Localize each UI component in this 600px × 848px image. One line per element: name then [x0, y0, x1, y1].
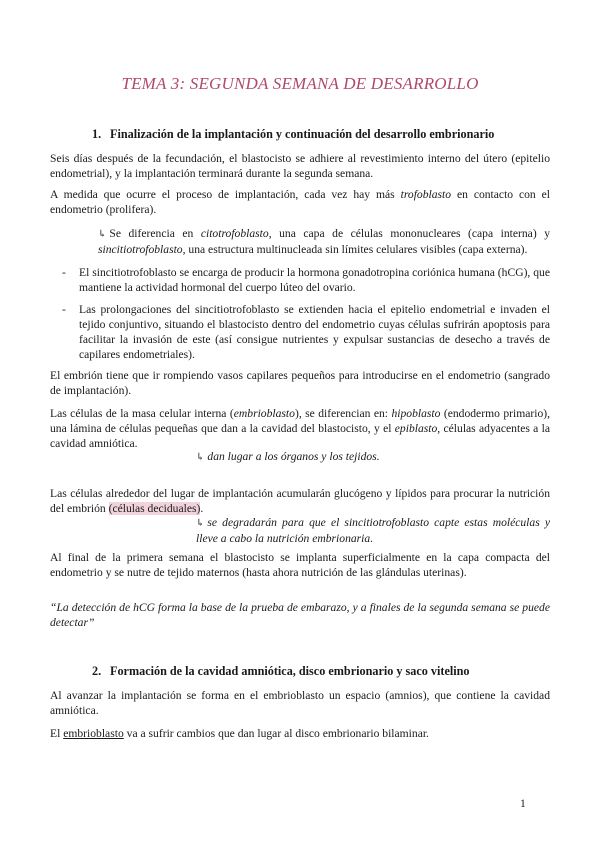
paragraph-trofoblasto: [50, 187, 550, 217]
note-degradacion: [196, 515, 550, 546]
paragraph-capilares: El embrión tiene que ir rompiendo vasos capilares pequeños para introducirse en el endometrio (sangrado de implantación).: [50, 369, 550, 397]
text-run: Se diferencia en: [109, 227, 201, 240]
text-run: , una estructura multinucleada sin límites celulares visibles (capa externa).: [182, 243, 528, 256]
paragraph-fecundacion: Seis días después de la fecundación, el blastocisto se adhiere al revestimiento interno del útero (epitelio endometrial), y la implantación terminará durante la segunda semana.: [50, 152, 550, 180]
term-trofoblasto: trofoblasto: [400, 188, 452, 201]
section-2-number: 2.: [92, 664, 102, 678]
paragraph-primera-semana: Al final de la primera semana el blastocisto se implanta superficialmente en la capa compacta del endometrio y se nutre de tejido maternos (hasta ahora nutrición de las glándulas uterinas).: [50, 551, 550, 579]
text-run: .: [200, 502, 204, 515]
text-run: en contacto con el endometrio (prolifera).: [50, 188, 550, 216]
text-run: A medida que ocurre el proceso de implantación, cada vez hay más: [50, 188, 401, 201]
list-item-text: El sincitiotrofoblasto se encarga de producir la hormona gonadotropina coriónica humana (hCG), que mantiene la actividad hormonal del cuerpo lúteo del ovario.: [79, 266, 550, 294]
text-run: Las células alrededor del lugar de implantación acumularán glucógeno y lípidos para procurar la nutrición del embrión: [50, 487, 550, 515]
text-run: Las células de la masa celular interna (: [50, 407, 234, 420]
paragraph-deciduales: [50, 486, 550, 516]
arrow-icon: ↳: [196, 518, 205, 529]
dash-bullet: -: [62, 266, 66, 279]
paragraph-amnios: Al avanzar la implantación se forma en el embrioblasto un espacio (amnios), que contiene la cavidad amniótica.: [50, 689, 550, 717]
section-1-heading: [92, 127, 494, 142]
highlight-celulas-deciduales: (células deciduales): [108, 502, 201, 515]
dash-bullet: -: [62, 303, 66, 316]
text-run: va a sufrir cambios que dan lugar al disco embrionario bilaminar.: [123, 727, 429, 740]
list-item-hcg: [62, 265, 550, 295]
paragraph-diferenciacion: [98, 226, 550, 257]
paragraph-disco-bilaminar: [50, 726, 550, 741]
text-run: , células adyacentes a la cavidad amniótica.: [50, 422, 550, 450]
section-2-title: Formación de la cavidad amniótica, disco embrionario y saco vitelino: [110, 664, 470, 678]
list-item-prolongaciones: [62, 302, 550, 362]
note-organos: [196, 449, 380, 465]
term-epiblasto: epiblasto: [394, 422, 438, 435]
underlined-embrioblasto: embrioblasto: [63, 727, 124, 740]
term-hipoblasto: hipoblasto: [391, 407, 441, 420]
section-1-title: Finalización de la implantación y continuación del desarrollo embrionario: [110, 127, 495, 141]
arrow-icon: ↳: [196, 452, 205, 463]
text-run: El: [50, 727, 64, 740]
note-text: se degradarán para que el sincitiotrofoblasto capte estas moléculas y lleve a cabo la nutrición embrionaria.: [196, 516, 550, 545]
text-run: , una capa de células mononucleares (capa interna) y: [268, 227, 551, 240]
page-number: 1: [520, 797, 526, 810]
document-title: TEMA 3: SEGUNDA SEMANA DE DESARROLLO: [121, 74, 479, 93]
quote-hcg: “La detección de hCG forma la base de la prueba de embarazo, y a finales de la segunda semana se puede detectar”: [50, 601, 550, 629]
paragraph-masa-celular: [50, 406, 550, 451]
section-1-number: 1.: [92, 127, 102, 141]
section-2-heading: [92, 664, 470, 679]
arrow-icon: ↳: [98, 229, 107, 240]
note-text: dan lugar a los órganos y los tejidos.: [207, 450, 380, 463]
text-run: (endodermo primario), una lámina de células pequeñas que dan a la cavidad del blastocisto, y el: [50, 407, 551, 435]
term-embrioblasto: embrioblasto: [233, 407, 295, 420]
list-item-text: Las prolongaciones del sincitiotrofoblasto se extienden hacia el epitelio endometrial e invaden el tejido conjuntivo, situando el blastocisto dentro del endometrio cuyas células sufrirán apoptosis para facilitar la invasión de este (así consigue nutrientes y expulsar sustancias de desecho a través de capilares endometriales).: [79, 303, 550, 361]
term-citotrofoblasto: citotrofoblasto: [200, 227, 269, 240]
term-sincitiotrofoblasto: sincitiotrofoblasto: [98, 243, 183, 256]
text-run: ), se diferencian en:: [294, 407, 392, 420]
